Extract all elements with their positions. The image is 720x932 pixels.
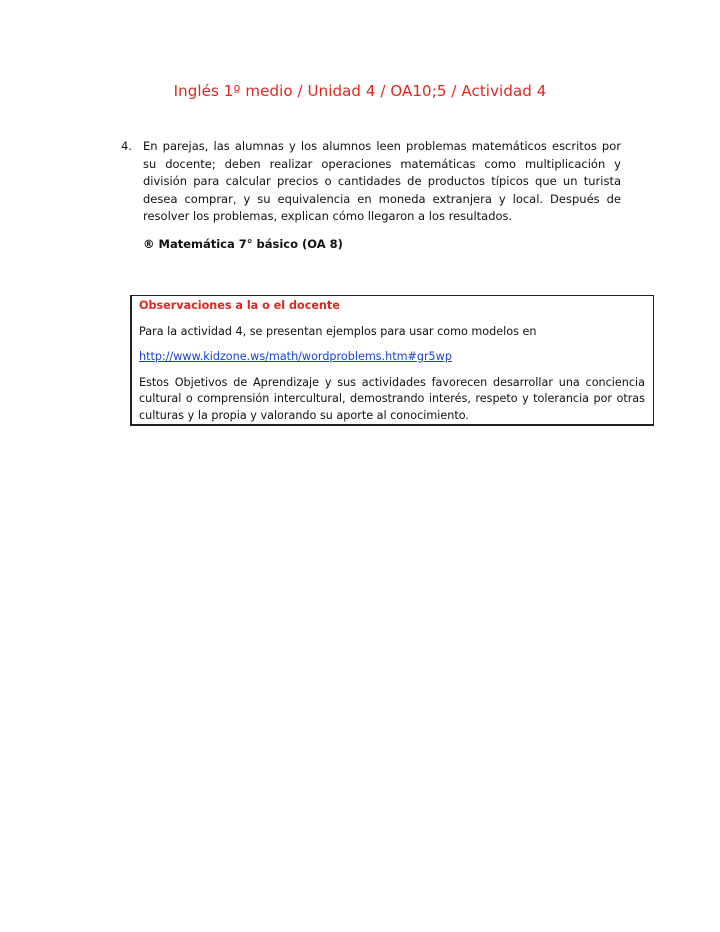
activity-number: 4. xyxy=(121,139,132,153)
observations-intro: Para la actividad 4, se presentan ejemplos para usar como modelos en xyxy=(139,324,537,338)
curriculum-reference: ® Matemática 7° básico (OA 8) xyxy=(143,237,343,251)
observations-body: Estos Objetivos de Aprendizaje y sus actividades favorecen desarrollar una conciencia cultural o comprensión intercultural, demostrando interés, respeto y tolerancia por otras culturas y la propia y valorando su aporte al conocimiento. xyxy=(139,375,645,422)
activity-item xyxy=(121,138,621,226)
teacher-observations-box xyxy=(130,295,654,426)
activity-description: En parejas, las alumnas y los alumnos leen problemas matemáticos escritos por su docente; deben realizar operaciones matemáticas como multiplicación y división para calcular precios o cantidades de productos típicos que un turista desea comprar, y su equivalencia en moneda extranjera y local. Después de resolver los problemas, explican cómo llegaron a los resultados. xyxy=(143,139,621,223)
observations-title: Observaciones a la o el docente xyxy=(139,299,340,312)
page-title: Inglés 1º medio / Unidad 4 / OA10;5 / Actividad 4 xyxy=(173,82,547,100)
resource-link[interactable]: http://www.kidzone.ws/math/wordproblems.htm#gr5wp xyxy=(139,350,452,363)
